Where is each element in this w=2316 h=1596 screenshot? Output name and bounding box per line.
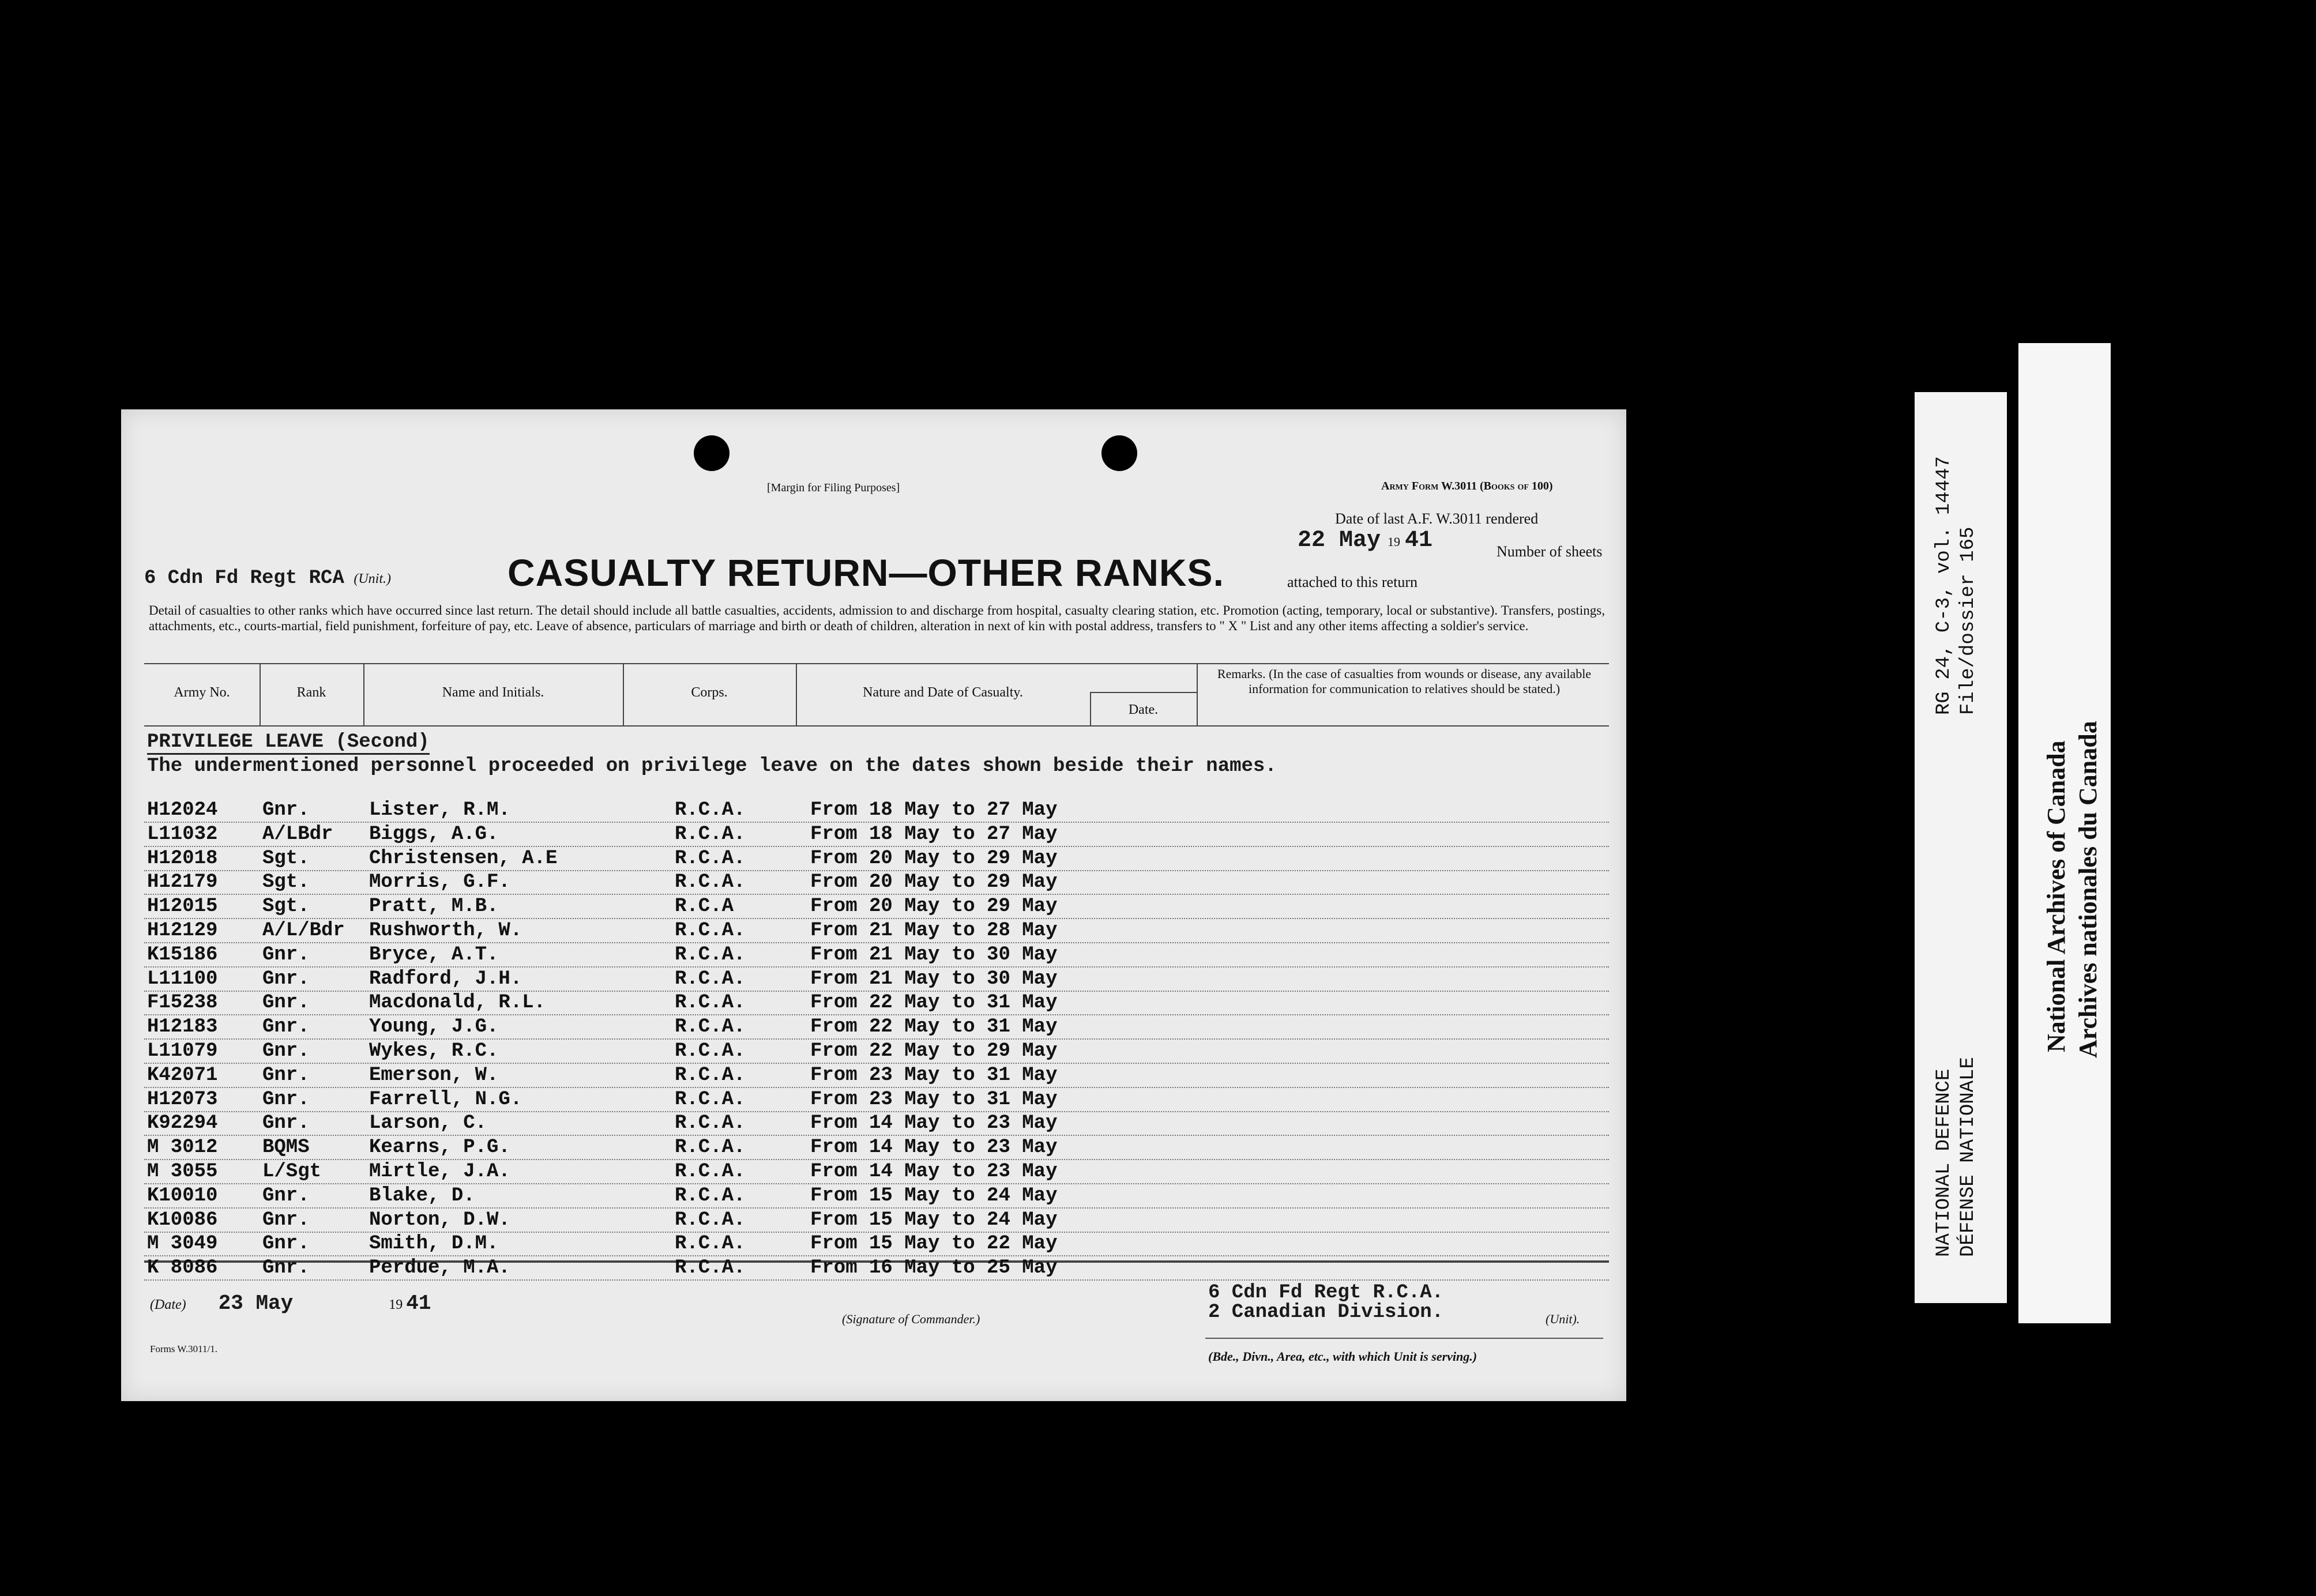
table-row (144, 799, 1609, 823)
cell-corps: R.C.A. (675, 1209, 746, 1231)
cell-army-no: L11079 (147, 1040, 218, 1062)
cell-name: Blake, D. (369, 1184, 475, 1207)
cell-army-no: K10086 (147, 1209, 218, 1231)
cell-name: Pratt, M.B. (369, 895, 499, 918)
cell-name: Biggs, A.G. (369, 823, 499, 845)
unit-label: (Unit). (1546, 1312, 1580, 1326)
header-nature: Nature and Date of Casualty. (863, 685, 1023, 700)
cell-corps: R.C.A. (675, 847, 746, 869)
cell-corps: R.C.A. (675, 1040, 746, 1062)
cell-name: Farrell, N.G. (369, 1088, 522, 1111)
cell-nature: From 20 May to 29 May (810, 847, 1058, 869)
cell-nature: From 18 May to 27 May (810, 823, 1058, 845)
cell-rank: Sgt. (262, 871, 310, 894)
cell-name: Larson, C. (369, 1112, 487, 1135)
punch-hole (1101, 435, 1137, 471)
cell-corps: R.C.A. (675, 1112, 746, 1135)
cell-corps: R.C.A. (675, 1016, 746, 1038)
cell-army-no: H12183 (147, 1016, 218, 1038)
cell-nature: From 14 May to 23 May (810, 1136, 1058, 1159)
header-remarks: Remarks. (In the case of casualties from wounds or disease, any available information for communication to relatives should be stated.) (1217, 667, 1592, 696)
cell-rank: A/LBdr (262, 823, 333, 845)
cell-army-no: H12179 (147, 871, 218, 894)
cell-nature: From 22 May to 31 May (810, 1016, 1058, 1038)
cell-corps: R.C.A. (675, 871, 746, 894)
number-of-sheets-label: Number of sheets (1497, 543, 1603, 560)
cell-rank: Gnr. (262, 1064, 310, 1086)
cell-name: Christensen, A.E (369, 847, 558, 869)
cell-nature: From 23 May to 31 May (810, 1088, 1058, 1111)
cell-corps: R.C.A. (675, 823, 746, 845)
margin-note: [Margin for Filing Purposes] (767, 481, 900, 494)
punch-hole (694, 435, 730, 471)
cell-nature: From 15 May to 22 May (810, 1233, 1058, 1255)
table-row (144, 1064, 1609, 1088)
cell-army-no: K42071 (147, 1064, 218, 1086)
cell-rank: Gnr. (262, 799, 310, 821)
cell-rank: Gnr. (262, 1088, 310, 1111)
cell-name: Bryce, A.T. (369, 943, 499, 966)
cell-army-no: M 3049 (147, 1233, 218, 1255)
cell-army-no: H12015 (147, 895, 218, 918)
cell-name: Rushworth, W. (369, 920, 522, 942)
cell-rank: Gnr. (262, 992, 310, 1014)
cell-nature: From 22 May to 29 May (810, 1040, 1058, 1062)
table-row (144, 1112, 1609, 1136)
cell-nature: From 21 May to 30 May (810, 968, 1058, 990)
cell-nature: From 16 May to 25 May (810, 1257, 1058, 1279)
table-row (144, 943, 1609, 968)
table-row (144, 991, 1609, 1015)
table-row (144, 1209, 1609, 1233)
form-title: CASUALTY RETURN—OTHER RANKS. (507, 551, 1224, 594)
cell-army-no: L11032 (147, 823, 218, 845)
cell-rank: BQMS (262, 1136, 310, 1159)
archive-ref-line2: File/dossier 165 (1957, 526, 1979, 715)
cell-name: Macdonald, R.L. (369, 992, 546, 1014)
table-row (144, 823, 1609, 847)
cell-rank: Sgt. (262, 847, 310, 869)
cell-nature: From 18 May to 27 May (810, 799, 1058, 821)
cell-army-no: L11100 (147, 968, 218, 990)
table-row (144, 1184, 1609, 1209)
cell-rank: Gnr. (262, 1112, 310, 1135)
cell-army-no: K 8086 (147, 1257, 218, 1279)
cell-corps: R.C.A. (675, 1233, 746, 1255)
cell-corps: R.C.A. (675, 943, 746, 966)
cell-army-no: F15238 (147, 992, 218, 1014)
archive-name-en: National Archives of Canada (2042, 740, 2070, 1052)
cell-army-no: H12024 (147, 799, 218, 821)
last-return-label: Date of last A.F. W.3011 rendered (1335, 510, 1539, 527)
casualty-return-form (121, 409, 1626, 1401)
cell-nature: From 21 May to 30 May (810, 943, 1058, 966)
footer-date: (Date) 23 May 19 41 (150, 1292, 431, 1315)
cell-rank: Gnr. (262, 1184, 310, 1207)
cell-rank: Gnr. (262, 968, 310, 990)
header-name: Name and Initials. (442, 685, 544, 700)
header-corps: Corps. (691, 685, 728, 700)
cell-nature: From 23 May to 31 May (810, 1064, 1058, 1086)
cell-name: Radford, J.H. (369, 968, 522, 990)
table-row (144, 919, 1609, 943)
archive-name-label (2018, 343, 2111, 1323)
cell-rank: Gnr. (262, 1233, 310, 1255)
cell-nature: From 20 May to 29 May (810, 895, 1058, 918)
cell-name: Emerson, W. (369, 1064, 499, 1086)
archive-reference-label (1915, 392, 2007, 1303)
cell-corps: R.C.A. (675, 1136, 746, 1159)
cell-corps: R.C.A. (675, 920, 746, 942)
cell-army-no: K92294 (147, 1112, 218, 1135)
table-row (144, 968, 1609, 992)
cell-name: Lister, R.M. (369, 799, 510, 821)
cell-name: Young, J.G. (369, 1016, 499, 1038)
table-row (144, 1015, 1609, 1040)
form-number: Army Form W.3011 (Books of 100) (1381, 480, 1553, 492)
table-row (144, 1232, 1609, 1256)
instructions-text: Detail of casualties to other ranks which have occurred since last return. The detail should include all battle casualties, accidents, admission to and discharge from hospital, casualty clearing station, etc. Promotion (acting, temporary, local or substantive). Transfers, postings, attachments, etc., courts-martial, field punishment, forfeiture of pay, etc. Leave of absence, particulars of marriage and birth or death of children, alteration in next of kin with postal address, transfers to " X " List and any other items affecting a soldier's service. (149, 603, 1605, 633)
cell-army-no: K15186 (147, 943, 218, 966)
cell-army-no: H12018 (147, 847, 218, 869)
cell-corps: R.C.A (675, 895, 734, 918)
table-row (144, 847, 1609, 871)
cell-corps: R.C.A. (675, 799, 746, 821)
header-bottom-border (144, 725, 1609, 727)
cell-name: Smith, D.M. (369, 1233, 499, 1255)
section-heading: PRIVILEGE LEAVE (Second) (147, 731, 430, 755)
casualty-table (144, 663, 1609, 1279)
cell-corps: R.C.A. (675, 968, 746, 990)
cell-rank: Gnr. (262, 1040, 310, 1062)
header-rank: Rank (296, 685, 326, 700)
cell-corps: R.C.A. (675, 1088, 746, 1111)
cell-name: Kearns, P.G. (369, 1136, 510, 1159)
cell-nature: From 14 May to 23 May (810, 1112, 1058, 1135)
archive-ref-line1: RG 24, C-3, vol. 14447 (1933, 456, 1955, 715)
cell-corps: R.C.A. (675, 1184, 746, 1207)
cell-corps: R.C.A. (675, 1161, 746, 1183)
cell-nature: From 21 May to 28 May (810, 920, 1058, 942)
cell-army-no: K10010 (147, 1184, 218, 1207)
cell-name: Mirtle, J.A. (369, 1161, 510, 1183)
table-row (144, 1160, 1609, 1184)
last-return-date: 22 May 19 41 (1298, 528, 1433, 554)
section-note: The undermentioned personnel proceeded on privilege leave on the dates shown beside their names. (147, 755, 1277, 777)
header-army-no: Army No. (174, 685, 230, 700)
cell-rank: Gnr. (262, 1257, 310, 1279)
table-row (144, 871, 1609, 895)
cell-nature: From 15 May to 24 May (810, 1209, 1058, 1231)
bde-label: (Bde., Divn., Area, etc., with which Unit is serving.) (1208, 1349, 1477, 1364)
cell-army-no: M 3055 (147, 1161, 218, 1183)
cell-rank: Gnr. (262, 1209, 310, 1231)
cell-rank: Gnr. (262, 1016, 310, 1038)
cell-name: Morris, G.F. (369, 871, 510, 894)
archive-dept-line2: DÉFENSE NATIONALE (1957, 1057, 1979, 1257)
cell-corps: R.C.A. (675, 1064, 746, 1086)
cell-nature: From 14 May to 23 May (810, 1161, 1058, 1183)
archive-name-fr: Archives nationales du Canada (2074, 721, 2102, 1058)
table-row (144, 1040, 1609, 1064)
cell-army-no: H12073 (147, 1088, 218, 1111)
cell-nature: From 15 May to 24 May (810, 1184, 1058, 1207)
cell-corps: R.C.A. (675, 1257, 746, 1279)
table-row (144, 1256, 1609, 1281)
cell-army-no: H12129 (147, 920, 218, 942)
attached-label: attached to this return (1287, 574, 1418, 590)
cell-army-no: M 3012 (147, 1136, 218, 1159)
header-date: Date. (1128, 702, 1159, 717)
cell-rank: L/Sgt (262, 1161, 322, 1183)
cell-rank: A/L/Bdr (262, 920, 345, 942)
footer-unit: 6 Cdn Fd Regt R.C.A. 2 Canadian Division. (1208, 1282, 1444, 1323)
table-row (144, 1136, 1609, 1160)
cell-corps: R.C.A. (675, 992, 746, 1014)
signature-label: (Signature of Commander.) (842, 1312, 980, 1326)
archive-dept-line1: NATIONAL DEFENCE (1933, 1068, 1955, 1257)
cell-name: Perdue, M.A. (369, 1257, 510, 1279)
table-row (144, 895, 1609, 919)
cell-name: Wykes, R.C. (369, 1040, 499, 1062)
cell-rank: Gnr. (262, 943, 310, 966)
unit-field: 6 Cdn Fd Regt RCA (Unit.) (144, 567, 392, 589)
forms-note: Forms W.3011/1. (150, 1343, 217, 1354)
table-row (144, 1088, 1609, 1112)
cell-nature: From 20 May to 29 May (810, 871, 1058, 894)
cell-rank: Sgt. (262, 895, 310, 918)
cell-nature: From 22 May to 31 May (810, 992, 1058, 1014)
cell-name: Norton, D.W. (369, 1209, 510, 1231)
